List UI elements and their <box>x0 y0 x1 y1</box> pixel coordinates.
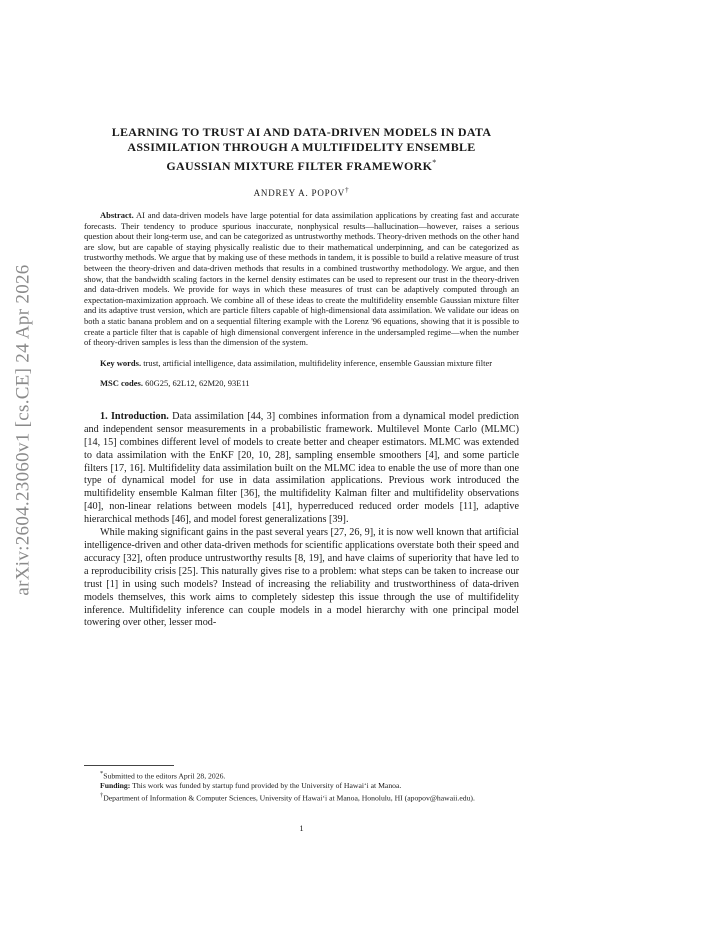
msc-text: 60G25, 62L12, 62M20, 93E11 <box>145 378 250 389</box>
footnote-affiliation <box>84 791 519 803</box>
abstract <box>84 210 519 348</box>
arxiv-identifier: arXiv:2604.23060v1 [cs.CE] 24 Apr 2026 <box>13 264 35 596</box>
footnote-submitted-text: Submitted to the editors April 28, 2026. <box>103 771 226 781</box>
introduction-section <box>84 411 519 630</box>
keywords-text: trust, artificial intelligence, data assimilation, multifidelity inference, ensemble Gaussian mixture filter <box>143 357 493 368</box>
msc-codes <box>84 378 519 389</box>
title-line-2: ASSIMILATION THROUGH A MULTIFIDELITY ENSEMBLE <box>127 140 476 154</box>
intro-paragraph-2: While making significant gains in the past several years [27, 26, 9], it is now well known that artificial intelligence-driven and other data-driven methods for scientific applications overstate both their speed and accuracy [32], often produce untrustworthy results [8, 19], and have claims of superiority that have led to a reproducibility crisis [25]. This naturally gives rise to a problem: what steps can be taken to increase our trust [1] in using such models? Instead of increasing the reliability and trustworthiness of data-driven models themselves, this work aims to completely sidestep this issue through the use of multifidelity inference. Multifidelity inference can couple models in a model hierarchy with one principal model towering over other, lesser mod- <box>84 527 519 629</box>
title-line-3: GAUSSIAN MIXTURE FILTER FRAMEWORK <box>166 159 433 173</box>
arxiv-sidebar <box>4 180 44 680</box>
author-line <box>84 186 519 198</box>
intro-paragraph-1-text: Data assimilation [44, 3] combines information from a dynamical model prediction and independent sensor measurements in a probabilistic framework. Multilevel Monte Carlo (MLMC) [14, 15] combines different level of models to create better and cheaper estimators. MLMC was extended to data assimilation with the EnKF [20, 10, 28], sampling ensemble smoothers [4], and some particle filters [17, 16]. Multifidelity data assimilation built on the MLMC idea to enable the use of more than one type of dynamical model for use in data assimilation applications. Previous work introduced the multifidelity ensemble Kalman filter [36], the multifidelity Kalman filter and multifidelity observations [40], non-linear relations between models [41], hyperreduced reduced order models [11], adaptive hierarchical methods [46], and model forest generalizations [39]. <box>84 410 520 526</box>
footnote-funding-text: This work was funded by startup fund provided by the University of Hawaiʻi at Manoa. <box>132 781 402 791</box>
keywords <box>84 358 519 369</box>
footnotes <box>84 765 519 804</box>
paper-title <box>84 125 519 174</box>
intro-paragraph-1 <box>84 411 519 527</box>
footnote-mark-2: † <box>100 792 104 800</box>
paper-page <box>84 125 519 630</box>
page-number: 1 <box>299 823 304 833</box>
title-line-1: LEARNING TO TRUST AI AND DATA-DRIVEN MODELS IN DATA <box>111 125 492 139</box>
abstract-label: Abstract. <box>100 210 134 220</box>
keywords-label: Key words. <box>100 357 142 368</box>
footnote-rule <box>84 765 174 766</box>
abstract-text: AI and data-driven models have large potential for data assimilation applications by creating fast and accurate forecasts. Their tendency to produce spurious inaccurate, nonphysical results—hallucination—however, raises a serious question about their long-term use, and can be categorized as untrustworthy methods. Theory-driven methods on the other hand are slow, but are capable of staying physically realistic due to their mathematical underpinning, and can be categorized as trustworthy methods. We argue that by making use of these methods in tandem, it is possible to build a relative measure of trust between the theory-driven and data-driven methods that results in a combined trustworthy methodology. We argue, and then show, that the bandwidth scaling factors in the kernel density estimates can be used to represent our trust in the theory-driven and data-driven models. We provide for ways in which these measures of trust can be adaptively computed through an expectation-maximization approach. We combine all of these ideas to create the multifidelity ensemble Gaussian mixture filter and its adaptive trust version, which are particle filters capable of high-dimensional data assimilation. We validate our ideas on both a static banana problem and on a sequential filtering example with the Lorenz '96 equations, showing that it is possible to create a particle filter that is capable of high dimensional convergent inference in the undersampled regime—when the number of theory-driven samples is less than the dimension of the system. <box>84 210 519 348</box>
title-footnote-mark: * <box>432 158 437 167</box>
author-name: ANDREY A. POPOV <box>253 188 346 198</box>
author-footnote-mark: † <box>345 186 350 194</box>
footnote-funding-label: Funding: <box>100 781 131 791</box>
footnote-affiliation-text: Department of Information & Computer Sciences, University of Hawaiʻi at Manoa, Honolulu, HI (apopov@hawaii.edu). <box>103 793 475 803</box>
msc-label: MSC codes. <box>100 378 143 389</box>
footnote-submitted <box>84 769 519 781</box>
intro-heading: 1. Introduction. <box>100 410 169 422</box>
footnote-funding <box>84 781 519 791</box>
footnote-mark-1: * <box>100 770 104 777</box>
